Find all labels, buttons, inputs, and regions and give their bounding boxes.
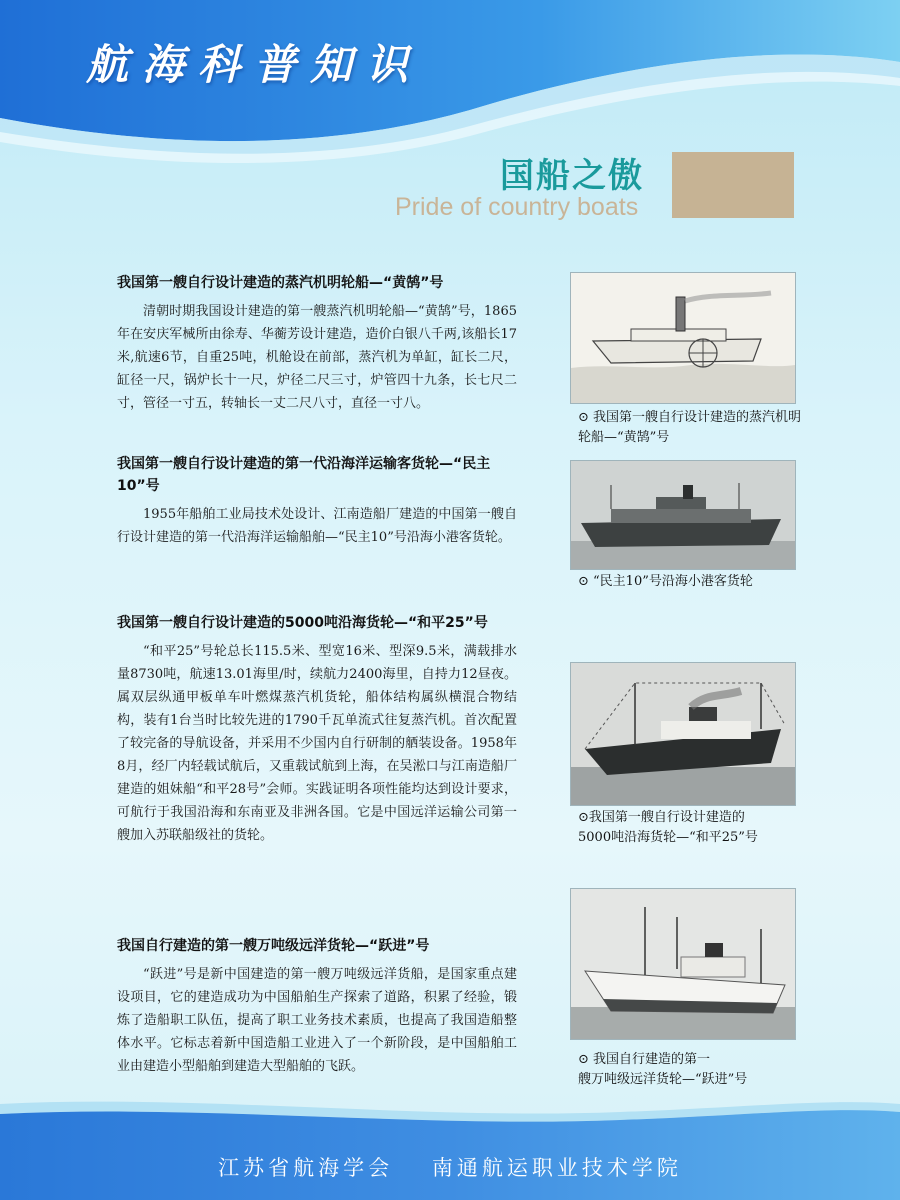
article-minzhu10 [117, 453, 517, 549]
footer-organizations [0, 1152, 900, 1182]
photo-heping25-cargo-ship [570, 662, 796, 806]
page-title: 航海科普知识 [86, 40, 423, 89]
article-title: 我国第一艘自行设计建造的5000吨沿海货轮—“和平25”号 [117, 615, 488, 631]
article-yuejin [117, 935, 517, 1078]
article-body: “和平25”号轮总长115.5米、型宽16米、型深9.5米，满载排水量8730吨，航速13.01海里/时，续航力2400海里，自持力12昼夜。属双层纵通甲板单车叶燃煤蒸汽机货轮，船体结构属纵横混合物结构，装有1台当时比较先进的1790千瓦单流式往复蒸汽机。首次配置了较完备的导航设备，并采用不少国内自行研制的舾装设备。1958年8月，经厂内轻载试航后，又重载试航到上海，在吴淞口与江南造船厂建造的姐妹船“和平28号”会师。实践证明各项性能均达到设计要求，可航行于我国沿海和东南亚及非洲各国。它是中国远洋运输公司第一艘加入苏联船级社的货轮。 [117, 644, 517, 843]
article-title: 我国第一艘自行设计建造的第一代沿海洋运输客货轮—“民主10”号 [117, 456, 491, 494]
section-title-cn: 国船之傲 [500, 156, 644, 196]
article-title: 我国自行建造的第一艘万吨级远洋货轮—“跃进”号 [117, 938, 430, 954]
footer-org-college: 南通航运职业技术学院 [431, 1156, 682, 1180]
photo-minzhu10-ship [570, 460, 796, 570]
photo-huanghu-steamship [570, 272, 796, 404]
article-body: “跃进”号是新中国建造的第一艘万吨级远洋货船，是国家重点建设项目，它的建造成功为中国船舶生产探索了道路，积累了经验，锻炼了造船职工队伍，提高了职工业务技术素质，也提高了我国造船整体水平。它标志着新中国造船工业进入了一个新阶段，是中国船舶工业由建造小型船舶到建造大型船舶的飞跃。 [117, 967, 517, 1074]
caption-minzhu10: ⊙ “民主10”号沿海小港客货轮 [578, 574, 753, 589]
caption-line: 5000吨沿海货轮—“和平25”号 [578, 830, 758, 845]
caption-yuejin [578, 1050, 803, 1090]
caption-huanghu: ⊙ 我国第一艘自行设计建造的蒸汽机明轮船—“黄鹄”号 [578, 410, 802, 445]
footer-org-navigation-society: 江苏省航海学会 [218, 1156, 394, 1180]
footer-wave-band [0, 1090, 900, 1200]
caption-line: ⊙我国第一艘自行设计建造的 [578, 810, 745, 825]
section-title-en: Pride of country boats [395, 193, 639, 221]
caption-heping25 [578, 808, 803, 848]
article-title: 我国第一艘自行设计建造的蒸汽机明轮船—“黄鹄”号 [117, 275, 444, 291]
article-body: 清朝时期我国设计建造的第一艘蒸汽机明轮船—“黄鹄”号，1865年在安庆军械所由徐寿、华蘅芳设计建造，造价白银八千两,该船长17米,航速6节，自重25吨，机舱设在前部，蒸汽机为单缸，缸长二尺，缸径一尺，锅炉长十一尺，炉径二尺三寸，炉管四十九条，长七尺二寸，管径一寸五，转轴长一丈二尺八寸，直径一寸八。 [117, 304, 517, 411]
decorative-tan-block [672, 152, 794, 218]
article-huanghu [117, 272, 517, 415]
caption-line: ⊙ 我国自行建造的第一 [578, 1052, 711, 1067]
article-heping25 [117, 612, 517, 847]
photo-yuejin-ocean-freighter [570, 888, 796, 1040]
caption-line: 艘万吨级远洋货轮—“跃进”号 [578, 1072, 748, 1087]
article-body: 1955年船舶工业局技术处设计、江南造船厂建造的中国第一艘自行设计建造的第一代沿海洋运输船舶—“民主10”号沿海小港客货轮。 [117, 507, 517, 545]
